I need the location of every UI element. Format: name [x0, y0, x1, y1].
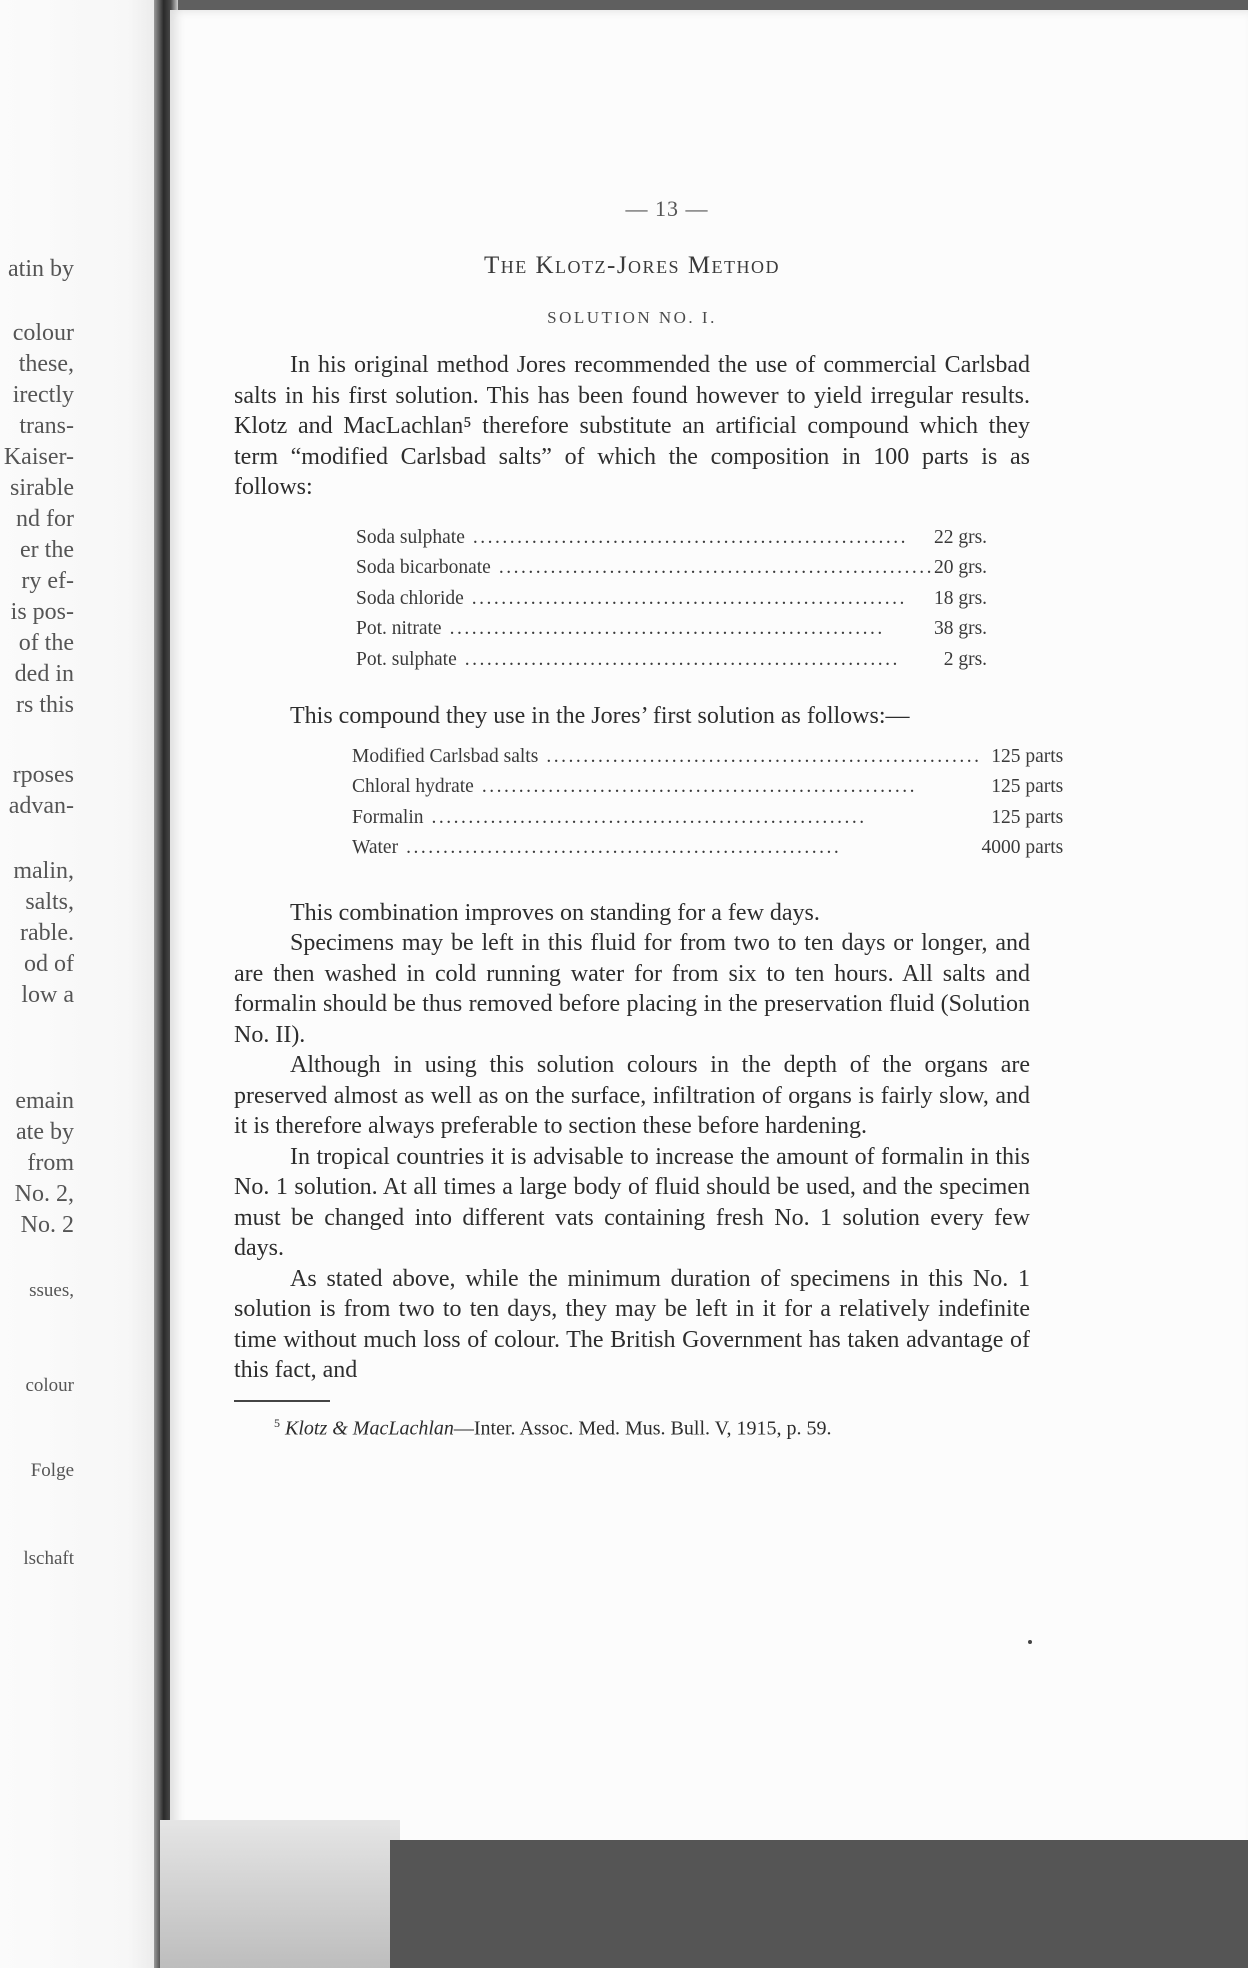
facing-fragment: rs this [15, 692, 74, 718]
solution-recipe-table [352, 742, 1063, 864]
paragraph-combination: This combination improves on standing for a few days. [290, 899, 820, 926]
ingredient-amount: 18 grs. [933, 587, 988, 609]
scan-bottom-shade [160, 1820, 400, 1968]
leader-dots: ........................................................... [472, 526, 908, 548]
facing-fragment: colour [12, 320, 74, 346]
ingredient-amount: 22 grs. [933, 526, 988, 548]
ingredient-name: Chloral hydrate [352, 776, 474, 798]
facing-fragment: malin, [13, 858, 74, 884]
ingredient-amount: 38 grs. [933, 618, 988, 640]
facing-fragment: ry ef- [21, 568, 74, 594]
ingredient-name: Modified Carlsbad salts [352, 745, 539, 767]
table-row [356, 553, 987, 584]
leader-dots: ........................................................... [498, 557, 934, 579]
facing-fragment: Kaiser- [3, 444, 74, 470]
paragraph-intro: In his original method Jores recommended the use of commercial Carlsbad salts in his first solution. This has been found however to yield irregular results. Klotz and MacLachlan⁵ therefore substitute an artificial compound which they term “modified Carlsbad salts” of which the composition in 100 parts is as follows: [234, 352, 1030, 500]
ingredient-name: Water [352, 837, 399, 859]
leader-dots: ........................................................... [406, 837, 842, 859]
facing-fragment: from [27, 1150, 74, 1176]
leader-dots: ........................................................... [431, 806, 867, 828]
facing-fragment: nd for [16, 506, 74, 532]
footnote-authors: Klotz & MacLachlan [285, 1417, 454, 1440]
ingredient-name: Pot. nitrate [356, 618, 442, 640]
table-row [352, 803, 1063, 834]
facing-fragment: colour [25, 1375, 74, 1396]
page-number: — 13 — [625, 196, 709, 221]
paragraph-tropical: In tropical countries it is advisable to increase the amount of formalin in this No. 1 solution. At all times a large body of fluid should be used, and the specimen must be changed into different vats containing fresh No. 1 solution every few days. [234, 1143, 1030, 1261]
ingredient-amount: 2 grs. [943, 648, 988, 670]
facing-fragment: ssues, [29, 1280, 74, 1301]
leader-dots: ........................................................... [449, 618, 885, 640]
ingredient-name: Soda bicarbonate [356, 557, 491, 579]
leader-dots: ........................................................... [481, 776, 917, 798]
table-row [356, 523, 987, 554]
facing-fragment: salts, [25, 889, 74, 915]
ingredient-name: Pot. sulphate [356, 648, 457, 670]
footnote-divider [234, 1400, 330, 1402]
facing-fragment: atin by [8, 256, 74, 282]
ingredient-amount: 20 grs. [933, 557, 988, 579]
ingredient-name: Formalin [352, 806, 424, 828]
facing-fragment: low a [21, 982, 74, 1008]
table-row [356, 584, 987, 615]
footnote-marker: 5 [274, 1415, 280, 1430]
facing-fragment: advan- [8, 793, 74, 819]
facing-fragment: rposes [12, 762, 74, 788]
facing-fragment: No. 2, [14, 1181, 74, 1207]
table-row [352, 833, 1063, 864]
ingredient-amount: 125 parts [991, 806, 1064, 828]
facing-fragment: irectly [12, 382, 74, 408]
facing-fragment: er the [20, 537, 74, 563]
facing-fragment: Folge [30, 1460, 74, 1481]
facing-fragment: emain [15, 1088, 74, 1114]
table-row [356, 614, 987, 645]
leader-dots: ........................................................... [464, 648, 900, 670]
table-row [356, 645, 987, 676]
facing-fragment: od of [24, 951, 74, 977]
paragraph-although: Although in using this solution colours in the depth of the organs are preserved almost as well as on the surface, infiltration of organs is fairly slow, and it is therefore always preferable to section these before hardening. [234, 1052, 1030, 1139]
paragraph-stated: As stated above, while the minimum duration of specimens in this No. 1 solution is from two to ten days, they may be left in it for a relatively indefinite time without much loss of colour. The British Government has taken advantage of this fact, and [234, 1265, 1030, 1383]
ingredient-amount: 125 parts [991, 745, 1064, 767]
facing-fragment: these, [18, 351, 74, 377]
ingredient-amount: 4000 parts [981, 837, 1064, 859]
ingredient-amount: 125 parts [991, 776, 1064, 798]
leader-dots: ........................................................... [546, 745, 982, 767]
paragraph-compound: This compound they use in the Jores’ first solution as follows:— [290, 703, 910, 729]
page-content [234, 196, 1064, 1440]
table-row [352, 772, 1063, 803]
salts-composition-table [356, 523, 987, 676]
paper-speck [1028, 1640, 1032, 1644]
facing-fragment: trans- [19, 413, 74, 439]
facing-fragment: ate by [16, 1119, 74, 1145]
facing-fragment: No. 2 [20, 1212, 74, 1238]
footnote-citation: —Inter. Assoc. Med. Mus. Bull. V, 1915, p. 59. [453, 1417, 832, 1440]
facing-fragment: lschaft [23, 1548, 74, 1569]
footnote [274, 1416, 1030, 1441]
ingredient-name: Soda chloride [356, 587, 464, 609]
facing-fragment: is pos- [10, 599, 74, 625]
facing-fragment: rable. [20, 920, 74, 946]
facing-fragment: sirable [10, 475, 74, 501]
ingredient-name: Soda sulphate [356, 526, 465, 548]
facing-fragment: of the [18, 630, 74, 656]
table-row [352, 742, 1063, 773]
paragraph-specimens: Specimens may be left in this fluid for from two to ten days or longer, and are then washed in cold running water for from six to ten hours. All salts and formalin should be thus removed before placing in the preservation fluid (Solution No. II). [234, 930, 1030, 1048]
section-title: SOLUTION NO. I. [547, 308, 717, 327]
facing-fragment: ded in [14, 661, 74, 687]
leader-dots: ........................................................... [471, 587, 907, 609]
scan-bottom-edge [390, 1840, 1248, 1968]
chapter-title: The Klotz-Jores Method [483, 252, 781, 279]
